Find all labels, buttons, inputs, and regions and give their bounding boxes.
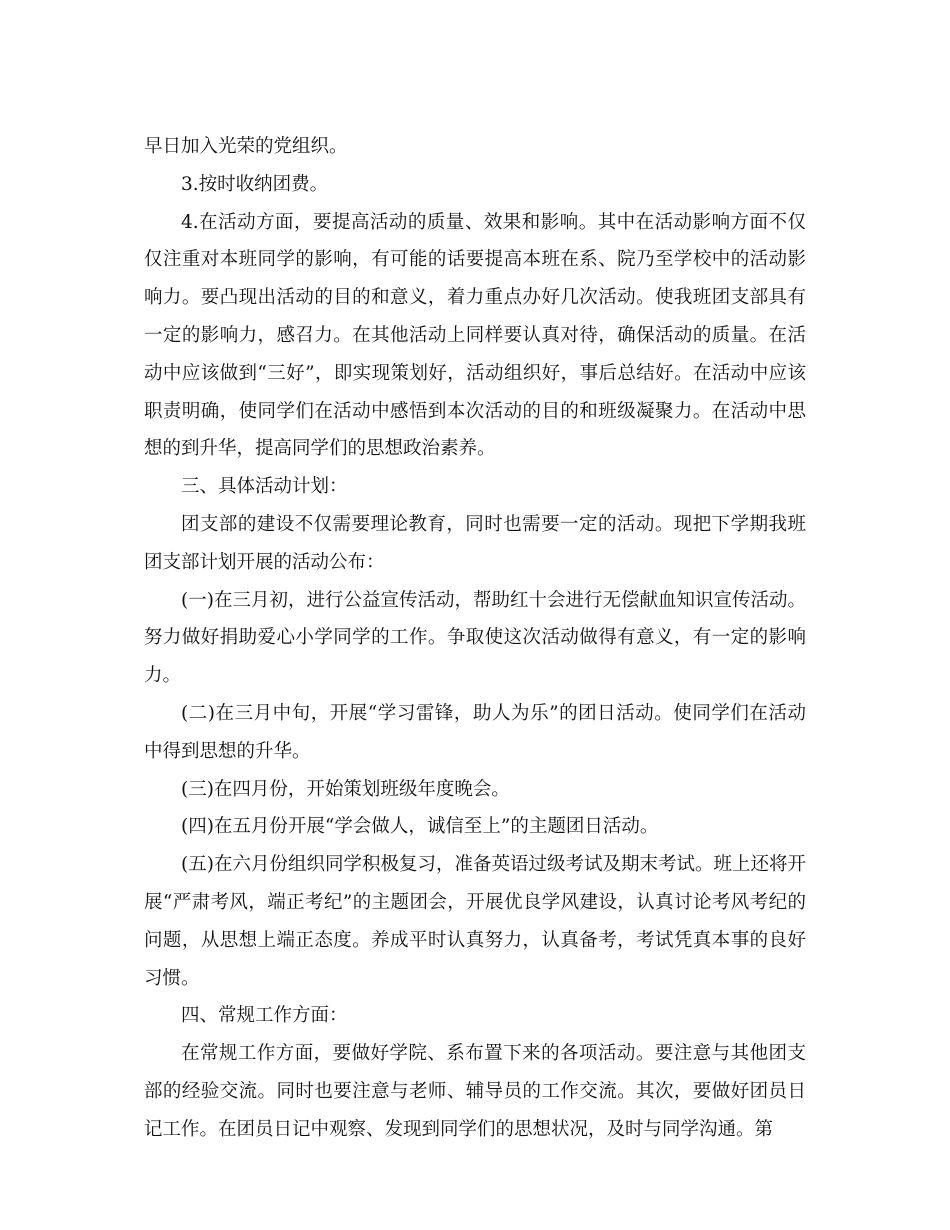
paragraph-1: 早日加入光荣的党组织。 <box>144 136 348 157</box>
paragraph-12: 在常规工作方面，要做好学院、系布置下来的各项活动。要注意与其他团支部的经验交流。同时也要注意与老师、辅导员的工作交流。其次，要做好团员日记工作。在团员日记中观察、发现到同学们的思想状况，及时与同学沟通。第 <box>144 1043 806 1140</box>
activity-item-2: (二)在三月中旬，开展“学习雷锋，助人为乐”的团日活动。使同学们在活动中得到思想的升华。 <box>144 702 806 762</box>
activity-item-4: (四)在五月份开展“学会做人，诚信至上”的主题团日活动。 <box>181 816 659 838</box>
paragraph-5: 团支部的建设不仅需要理论教育，同时也需要一定的活动。现把下学期我班团支部计划开展的活动公布： <box>144 513 806 573</box>
section-heading-4: 四、常规工作方面： <box>181 1005 348 1027</box>
paragraph-2: 3.按时收纳团费。 <box>181 173 329 195</box>
activity-item-3: (三)在四月份，开始策划班级年度晚会。 <box>181 778 510 800</box>
paragraph-3: 4.在活动方面，要提高活动的质量、效果和影响。其中在活动影响方面不仅仅注重对本班同学的影响，有可能的话要提高本班在系、院乃至学校中的活动影响力。要凸现出活动的目的和意义，着力重点办好几次活动。使我班团支部具有一定的影响力，感召力。在其他活动上同样要认真对待，确保活动的质量。在活动中应该做到“三好”，即实现策划好，活动组织好，事后总结好。在活动中应该职责明确，使同学们在活动中感悟到本次活动的目的和班级凝聚力。在活动中思想的到升华，提高同学们的思想政治素养。 <box>144 211 806 460</box>
activity-item-1: (一)在三月初，进行公益宣传活动，帮助红十会进行无偿献血知识宣传活动。努力做好捐助爱心小学同学的工作。争取使这次活动做得有意义，有一定的影响力。 <box>144 589 806 687</box>
document-body <box>144 128 806 1149</box>
section-heading-3: 三、具体活动计划： <box>181 476 348 498</box>
activity-item-5: (五)在六月份组织同学积极复习，准备英语过级考试及期末考试。班上还将开展“严肃考风，端正考纪”的主题团会，开展优良学风建设，认真讨论考风考纪的问题，从思想上端正态度。养成平时认真努力，认真备考，考试凭真本事的良好习惯。 <box>144 854 806 989</box>
